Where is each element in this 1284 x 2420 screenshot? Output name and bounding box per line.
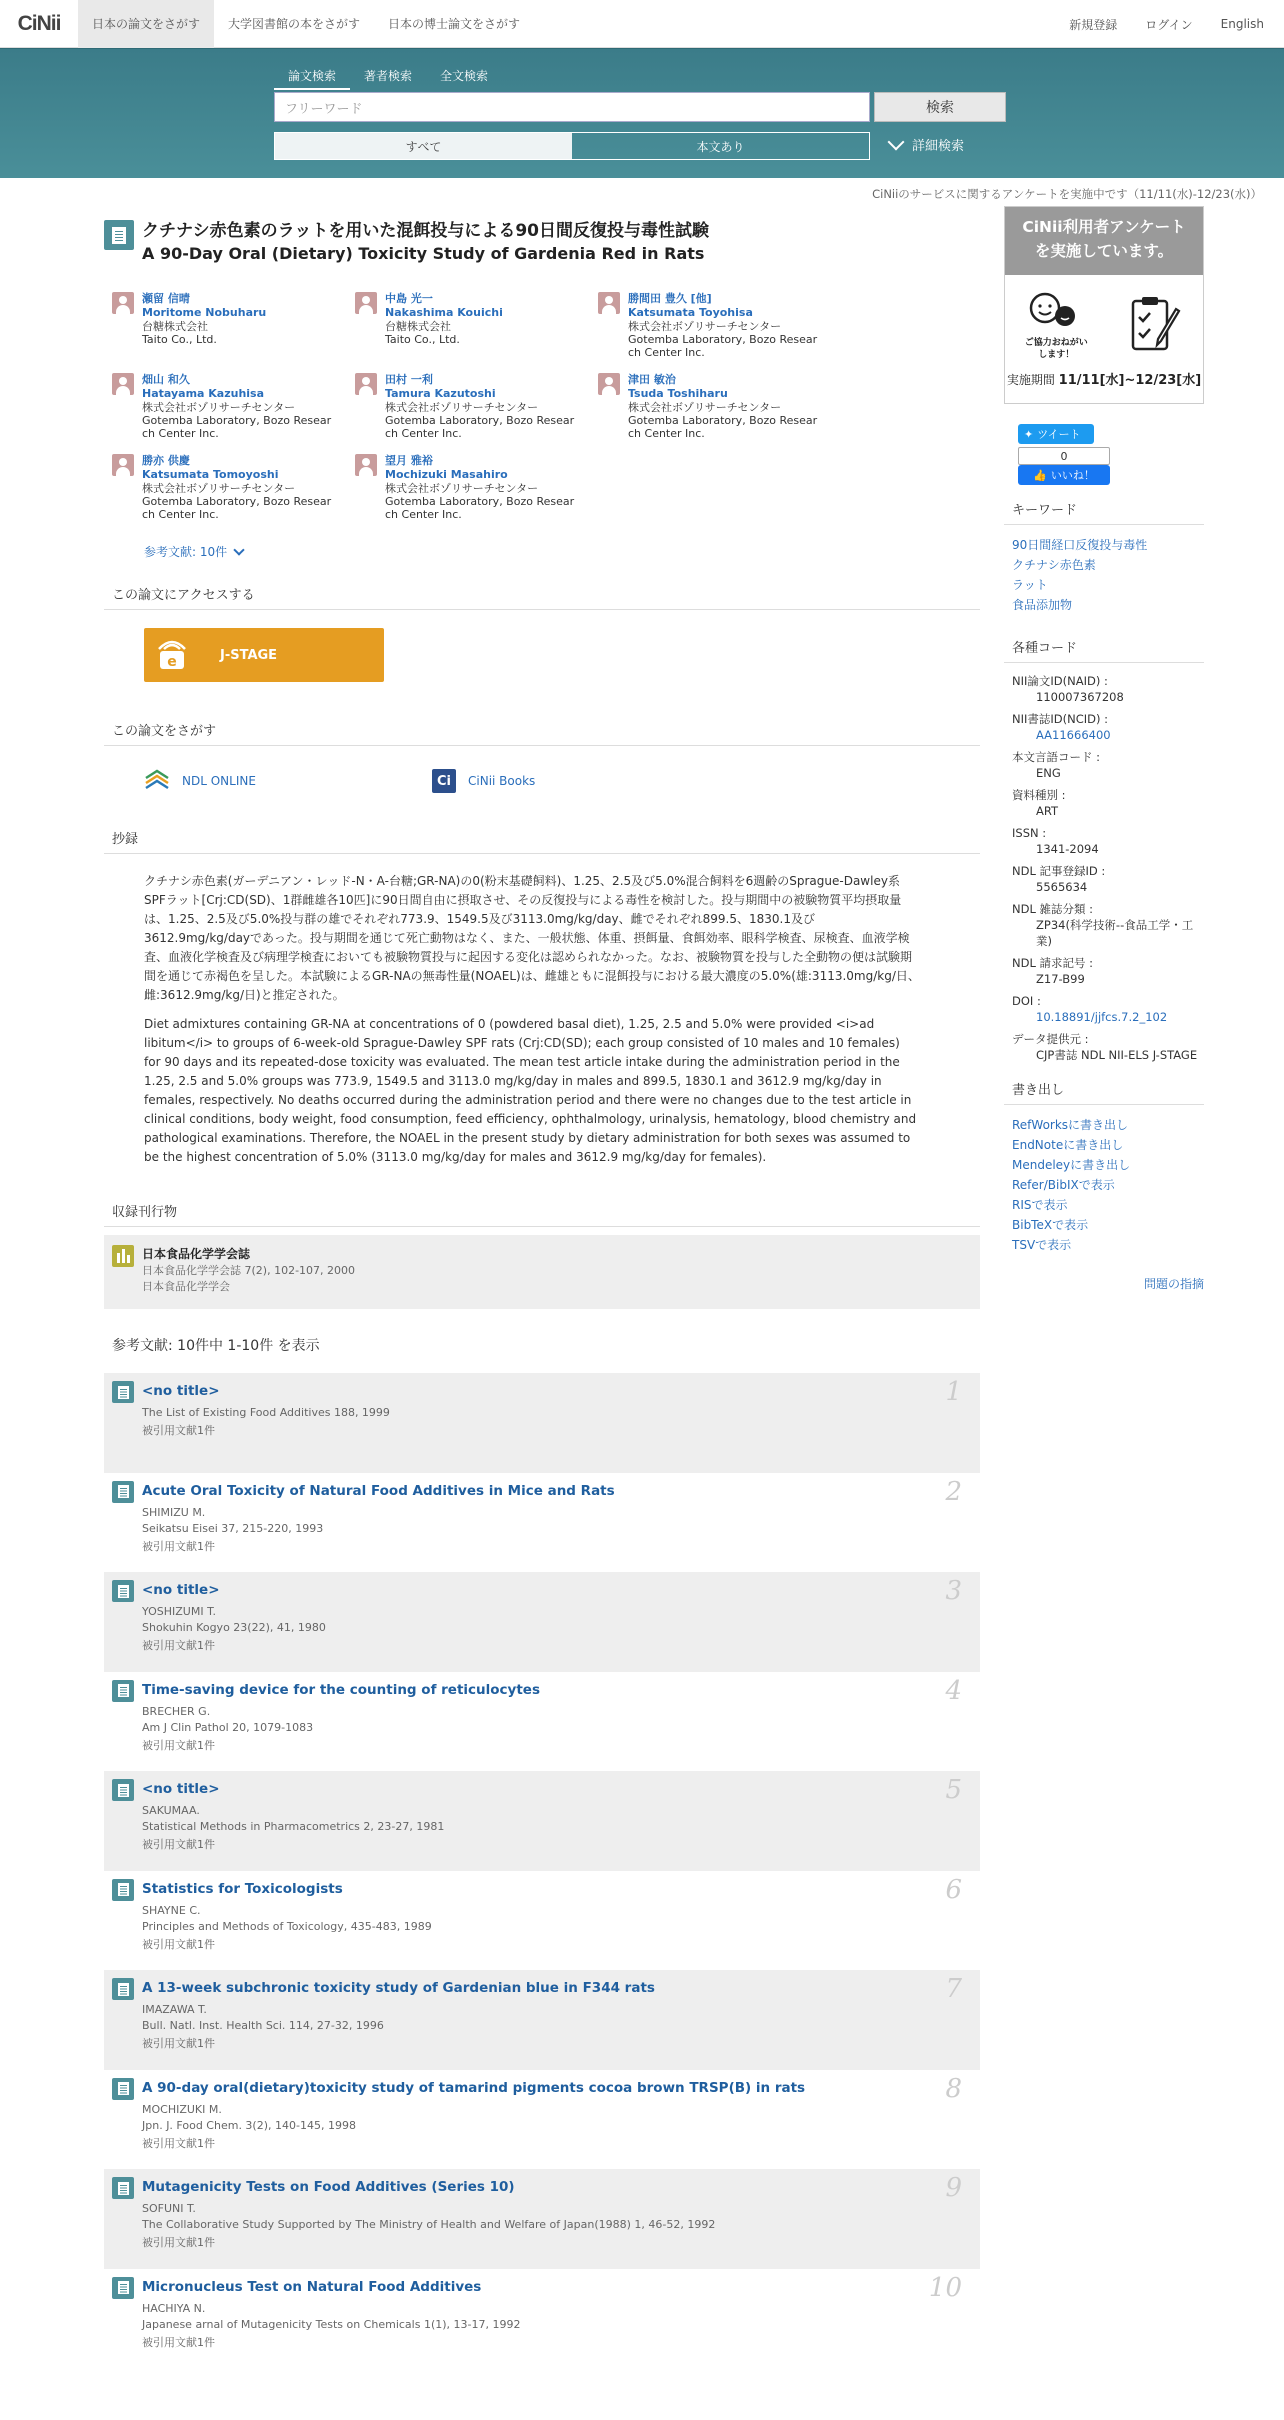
- cinii-logo[interactable]: CiNii: [17, 11, 61, 35]
- ndl-online-label: NDL ONLINE: [182, 774, 256, 788]
- code-item: [1012, 749, 1204, 781]
- author-info: [628, 373, 817, 440]
- reference-source: The List of Existing Food Additives 188, 1999: [142, 1406, 390, 1419]
- thumbs-up-icon: 👍: [1033, 468, 1047, 482]
- author-affiliation: ch Center Inc.: [142, 427, 219, 440]
- advanced-search-link[interactable]: [890, 135, 964, 154]
- author-item: [355, 454, 598, 521]
- code-value: ZP34(科学技術--食品工学・工業): [1036, 918, 1194, 948]
- like-button[interactable]: [1018, 465, 1110, 485]
- article-icon: [112, 1580, 134, 1602]
- author-affiliation: ch Center Inc.: [628, 427, 705, 440]
- author-affiliation: ch Center Inc.: [628, 346, 705, 359]
- reference-source: Principles and Methods of Toxicology, 435-483, 1989: [142, 1919, 432, 1933]
- main-content: [104, 206, 980, 2368]
- journal-box: [104, 1235, 980, 1309]
- reference-body: [142, 2277, 520, 2361]
- person-icon: [355, 292, 377, 314]
- keywords-heading: キーワード: [1004, 499, 1204, 525]
- reference-author: SAKUMAA.: [142, 1804, 200, 1817]
- reference-item: [104, 2169, 980, 2269]
- reference-item: [104, 2269, 980, 2369]
- author-name-en[interactable]: Katsumata Toyohisa: [628, 306, 753, 319]
- code-label: NII論文ID(NAID) :: [1012, 674, 1108, 688]
- keyword-list: [1004, 525, 1204, 615]
- author-affiliation: ch Center Inc.: [385, 427, 462, 440]
- author-affiliation: Gotemba Laboratory, Bozo Resear: [385, 414, 575, 427]
- reference-source: Statistical Methods in Pharmacometrics 2, 23-27, 1981: [142, 1820, 445, 1833]
- author-affiliation: Taito Co., Ltd.: [385, 333, 460, 346]
- author-name-en[interactable]: Tsuda Toshiharu: [628, 387, 728, 400]
- author-affiliation: Taito Co., Ltd.: [142, 333, 217, 346]
- code-value: CJP書誌 NDL NII-ELS J-STAGE: [1036, 1048, 1198, 1062]
- reference-body: [142, 1879, 432, 1963]
- abstract: [144, 872, 920, 1167]
- export-link[interactable]: Mendeleyに書き出し: [1012, 1158, 1131, 1172]
- export-link[interactable]: Refer/BibIXで表示: [1012, 1178, 1115, 1192]
- reference-item: [104, 1871, 980, 1971]
- author-item: [112, 454, 355, 521]
- reference-cited-count[interactable]: 被引用文献1件: [142, 2037, 215, 2050]
- reference-cited-count[interactable]: 被引用文献1件: [142, 2136, 215, 2150]
- banner-line2: を実施しています。: [1034, 242, 1174, 260]
- article-icon: [112, 2078, 134, 2100]
- reference-number: 10: [928, 2272, 962, 2303]
- report-problem-link[interactable]: 問題の指摘: [1143, 1277, 1204, 1291]
- article-icon: [112, 2277, 134, 2299]
- code-value[interactable]: 10.18891/jjfcs.7.2_102: [1036, 1010, 1168, 1024]
- reference-number: 5: [945, 1775, 962, 1805]
- reference-body: [142, 1978, 655, 2062]
- author-list: [112, 292, 980, 521]
- export-link[interactable]: RefWorksに書き出し: [1012, 1118, 1129, 1132]
- reference-cited-count[interactable]: 被引用文献1件: [142, 2335, 215, 2349]
- author-item: [355, 292, 598, 359]
- reference-source: The Collaborative Study Supported by The Ministry of Health and Welfare of Japan(1988) 1, 46-52, 1992: [142, 2218, 716, 2231]
- code-item: [1012, 673, 1204, 705]
- toggle-fulltext[interactable]: 本文あり: [696, 139, 745, 154]
- cinii-books-icon: Ci: [432, 769, 456, 793]
- code-label: NDL 雑誌分類 :: [1012, 902, 1094, 916]
- nav-tab-dissertations[interactable]: 日本の博士論文をさがす: [388, 17, 521, 31]
- author-info: [628, 292, 817, 359]
- reference-source: Am J Clin Pathol 20, 1079-1083: [142, 1720, 314, 1734]
- author-name-en[interactable]: Nakashima Kouichi: [385, 306, 503, 319]
- search-band: [0, 48, 1284, 178]
- reference-author: SOFUNI T.: [142, 2202, 196, 2215]
- code-label: 資料種別 :: [1012, 788, 1066, 802]
- code-item: [1012, 993, 1204, 1025]
- author-affiliation: 株式会社ボゾリサーチセンター: [628, 320, 782, 333]
- author-info: [142, 454, 331, 521]
- clipboard-pen-icon: [1127, 293, 1183, 357]
- reference-title[interactable]: <no title>: [142, 1781, 220, 1797]
- keyword-link[interactable]: 90日間経口反復投与毒性: [1012, 538, 1148, 552]
- code-list: [1004, 663, 1204, 1063]
- export-link[interactable]: EndNoteに書き出し: [1012, 1138, 1124, 1152]
- reference-item: [104, 1970, 980, 2070]
- reference-body: [142, 1779, 444, 1863]
- banner-caption1: ご協力おねがい: [1024, 337, 1088, 348]
- author-name-ja[interactable]: 中島 光一: [385, 292, 433, 305]
- code-label: NDL 記事登録ID :: [1012, 864, 1106, 878]
- author-name-en[interactable]: Mochizuki Masahiro: [385, 468, 508, 481]
- cinii-books-link[interactable]: [432, 769, 720, 793]
- reference-source: Bull. Natl. Inst. Health Sci. 114, 27-32, 1996: [142, 2019, 384, 2032]
- author-name-ja[interactable]: 勝亦 供慶: [142, 454, 190, 467]
- cinii-books-label: CiNii Books: [468, 774, 536, 788]
- reference-author: MOCHIZUKI M.: [142, 2102, 222, 2116]
- reference-author: SHIMIZU M.: [142, 1505, 206, 1519]
- keyword-link[interactable]: クチナシ赤色素: [1012, 558, 1096, 572]
- jstage-label: J-STAGE: [220, 647, 278, 663]
- author-name-ja[interactable]: 瀬留 信晴: [142, 292, 190, 305]
- export-link[interactable]: RISで表示: [1012, 1198, 1068, 1212]
- author-affiliation: Gotemba Laboratory, Bozo Resear: [628, 333, 818, 346]
- code-label: NDL 請求記号 :: [1012, 956, 1094, 970]
- like-label: いいね！: [1050, 469, 1095, 482]
- author-info: [142, 292, 266, 359]
- reference-title[interactable]: Statistics for Toxicologists: [142, 1880, 343, 1897]
- fulltext-toggle: [274, 132, 870, 160]
- author-affiliation: 台糖株式会社: [385, 320, 451, 333]
- author-item: [112, 373, 355, 440]
- reference-number: 4: [945, 1675, 962, 1706]
- chat-bubbles-icon: [1025, 290, 1081, 334]
- reference-cited-count[interactable]: 被引用文献1件: [142, 1838, 215, 1851]
- reference-cited-count[interactable]: 被引用文献1件: [142, 1738, 215, 1752]
- article-icon: [112, 2177, 134, 2199]
- arrow-down-icon: [233, 544, 244, 555]
- jstage-button[interactable]: [144, 628, 384, 682]
- reference-body: [142, 1680, 540, 1764]
- reference-item: [104, 1672, 980, 1772]
- access-heading: この論文にアクセスする: [104, 584, 980, 610]
- author-affiliation: ch Center Inc.: [385, 508, 462, 521]
- reference-item: [104, 1572, 980, 1672]
- reference-author: IMAZAWA T.: [142, 2003, 207, 2016]
- reference-number: 9: [945, 2173, 962, 2203]
- reference-author: YOSHIZUMI T.: [142, 1605, 217, 1618]
- abstract-ja: クチナシ赤色素(ガーデニアン・レッド-N・A-台糖;GR-NA)の0(粉末基礎飼料)、1.25、2.5及び5.0%混合飼料を6週齢のSprague-Dawley系SPFラット[Crj:CD(SD)、1群雌雄各10匹]に90日間自由に摂取させ、その反復投与による毒性を検討した。投与期間中の被験物質平均摂取量は、1.25、2.5及び5.0%投与群の雄でそれぞれ773.9、1549.5及び3113.0mg/kg/day、雌でそれぞれ899.5、1830.1及び3612.9mg/kg/dayであった。投与期間を通じて死亡動物はなく、また、一般状態、体重、摂餌量、食餌効率、眼科学検査、尿検査、血液学検査、血液化学検査及び病理学検査においても被験物質投与に起因する変化は認められなかった。なお、被験物質を投与した全動物の便は試験期間を通じて赤褐色を呈した。本試験によるGR-NAの無毒性量(NOAEL)は、雌雄ともに混餌投与における最大濃度の5.0%(雄:3113.0mg/kg/日、雌:3612.9mg/kg/日)と推定された。: [144, 874, 920, 1002]
- reference-title[interactable]: Time-saving device for the counting of reticulocytes: [142, 1681, 540, 1698]
- article-title-en: A 90-Day Oral (Dietary) Toxicity Study of Gardenia Red in Rats: [142, 244, 705, 263]
- reference-cited-count[interactable]: 被引用文献1件: [142, 1539, 215, 1553]
- article-icon: [112, 1879, 134, 1901]
- code-item: [1012, 787, 1204, 819]
- author-affiliation: 台糖株式会社: [142, 320, 208, 333]
- like-count: 0: [1018, 447, 1110, 465]
- nav-tab-books[interactable]: 大学図書館の本をさがす: [228, 17, 361, 31]
- social-buttons: [1018, 424, 1204, 485]
- reference-number: 7: [945, 1974, 962, 2004]
- banner-line1: CiNii利用者アンケート: [1022, 218, 1186, 236]
- code-value: 110007367208: [1036, 690, 1124, 704]
- reference-title[interactable]: A 90-day oral(dietary)toxicity study of tamarind pigments cocoa brown TRSP(B) in rats: [142, 2079, 806, 2096]
- svg-text:e: e: [167, 654, 177, 670]
- top-nav: [0, 0, 1284, 48]
- ndl-online-link[interactable]: [144, 768, 432, 794]
- author-name-en[interactable]: Hatayama Kazuhisa: [142, 387, 265, 400]
- article-icon: [112, 1680, 134, 1702]
- references-jump-label: 参考文献: 10件: [144, 545, 228, 559]
- code-value: ENG: [1036, 766, 1061, 780]
- reference-item: [104, 1473, 980, 1573]
- reference-body: [142, 1580, 326, 1664]
- search-input[interactable]: フリーワード: [274, 92, 870, 122]
- export-list: [1004, 1105, 1204, 1255]
- author-name-ja[interactable]: 畑山 和久: [142, 373, 190, 386]
- banner-period: 11/11[水]~12/23[水]: [1058, 373, 1202, 388]
- author-affiliation: Gotemba Laboratory, Bozo Resear: [142, 414, 332, 427]
- reference-number: 6: [945, 1874, 962, 1905]
- export-heading: 書き出し: [1004, 1079, 1204, 1105]
- export-link[interactable]: BibTeXで表示: [1012, 1218, 1089, 1232]
- article-icon: [104, 220, 134, 250]
- references-heading: 参考文献: 10件中 1-10件 を表示: [112, 1338, 320, 1354]
- author-affiliation: 株式会社ボゾリサーチセンター: [142, 401, 296, 414]
- author-info: [385, 454, 574, 521]
- author-name-en[interactable]: Moritome Nobuharu: [142, 306, 267, 319]
- reference-title[interactable]: Mutagenicity Tests on Food Additives (Series 10): [142, 2179, 515, 2195]
- article-icon: [112, 1481, 134, 1503]
- author-info: [385, 373, 574, 440]
- toggle-all[interactable]: すべて: [275, 133, 572, 159]
- reference-author: SHAYNE C.: [142, 1903, 201, 1917]
- search-tab-authors[interactable]: 著者検索: [364, 69, 413, 83]
- search-tab-articles[interactable]: 論文検索: [274, 63, 350, 90]
- code-value: 5565634: [1036, 880, 1088, 894]
- reference-source: Shokuhin Kogyo 23(22), 41, 1980: [142, 1621, 326, 1634]
- author-affiliation: 株式会社ボゾリサーチセンター: [142, 482, 296, 495]
- code-item: [1012, 825, 1204, 857]
- twitter-icon: ✦: [1024, 427, 1034, 441]
- person-icon: [112, 454, 134, 476]
- code-label: DOI :: [1012, 994, 1041, 1008]
- code-value: 1341-2094: [1036, 842, 1099, 856]
- author-name-ja[interactable]: 勝間田 豊久 [他]: [628, 292, 712, 305]
- author-name-en[interactable]: Tamura Kazutoshi: [385, 387, 496, 400]
- journal-icon: [112, 1245, 134, 1267]
- journal-heading: 収録刊行物: [104, 1201, 980, 1227]
- author-affiliation: ch Center Inc.: [142, 508, 219, 521]
- tweet-button[interactable]: [1018, 424, 1094, 444]
- code-item: [1012, 711, 1204, 743]
- reference-cited-count[interactable]: 被引用文献1件: [142, 1639, 215, 1652]
- code-label: データ提供元 :: [1012, 1032, 1089, 1046]
- code-item: [1012, 901, 1204, 949]
- references-jump-link[interactable]: [144, 543, 980, 560]
- reference-item: [104, 1373, 980, 1473]
- chevron-down-icon: [888, 133, 905, 150]
- article-title-ja: クチナシ赤色素のラットを用いた混餌投与による90日間反復投与毒性試験: [142, 221, 709, 241]
- reference-number: 2: [945, 1476, 962, 1507]
- code-item: [1012, 955, 1204, 987]
- reference-title[interactable]: Micronucleus Test on Natural Food Additives: [142, 2278, 482, 2295]
- reference-list: [104, 1373, 980, 2368]
- reference-item: [104, 2070, 980, 2170]
- person-icon: [355, 373, 377, 395]
- person-icon: [112, 373, 134, 395]
- keyword-link[interactable]: 食品添加物: [1012, 598, 1073, 612]
- reference-item: [104, 1771, 980, 1871]
- code-item: [1012, 863, 1204, 895]
- login-link[interactable]: ログイン: [1145, 17, 1193, 32]
- reference-title[interactable]: <no title>: [142, 1582, 220, 1598]
- article-icon: [112, 1978, 134, 2000]
- person-icon: [598, 373, 620, 395]
- reference-source: Jpn. J. Food Chem. 3(2), 140-145, 1998: [142, 2118, 356, 2132]
- code-value: Z17-B99: [1036, 972, 1085, 986]
- keyword-link[interactable]: ラット: [1012, 578, 1048, 592]
- author-affiliation: Gotemba Laboratory, Bozo Resear: [385, 495, 575, 508]
- export-link[interactable]: TSVで表示: [1012, 1238, 1072, 1252]
- english-link[interactable]: English: [1220, 17, 1264, 31]
- tweet-label: ツイート: [1037, 428, 1081, 441]
- journal-volume: 日本食品化学学会誌 7(2), 102-107, 2000: [142, 1264, 356, 1277]
- article-icon: [112, 1381, 134, 1403]
- reference-author: BRECHER G.: [142, 1704, 211, 1718]
- code-value: ART: [1036, 804, 1059, 818]
- person-icon: [112, 292, 134, 314]
- reference-title[interactable]: A 13-week subchronic toxicity study of Gardenian blue in F344 rats: [142, 1980, 655, 1996]
- reference-body: [142, 2177, 715, 2261]
- author-item: [598, 373, 841, 440]
- author-item: [112, 292, 355, 359]
- code-label: ISSN :: [1012, 826, 1047, 840]
- abstract-en: Diet admixtures containing GR-NA at concentrations of 0 (powdered basal diet), 1.25, 2.5 and 5.0% were provided <i>ad libitum</i> to groups of 6-week-old Sprague-Dawley SPF rats (Crj:CD(SD); each group consisted of 10 males and 10 females) for 90 days and its repeated-dose toxicity was evaluated. The mean test article intake during the administration period in the 1.25, 2.5 and 5.0% groups was 773.9, 1549.5 and 3113.0 mg/kg/day in males and 899.5, 1830.1 and 3612.9 mg/kg/day in females, respectively. No deaths occurred during the administration period and there were no changes due to the test article in clinical conditions, body weight, food consumption, feed efficiency, ophthalmology, urinalysis, hematology, blood chemistry and pathological examinations. Therefore, the NOAEL in the present study by dietary administration for both sexes was assumed to be the highest concentration of 5.0% (3113.0 mg/kg/day for males and 3612.9 mg/kg/day for females).: [144, 1017, 917, 1164]
- reference-body: [142, 1381, 390, 1465]
- reference-number: 1: [945, 1377, 962, 1407]
- journal-publisher: 日本食品化学学会: [142, 1280, 230, 1293]
- author-affiliation: 株式会社ボゾリサーチセンター: [385, 482, 539, 495]
- author-name-ja[interactable]: 津田 敏治: [628, 373, 676, 386]
- codes-heading: 各種コード: [1004, 637, 1204, 663]
- author-affiliation: Gotemba Laboratory, Bozo Resear: [628, 414, 818, 427]
- author-name-ja[interactable]: 田村 一利: [385, 373, 433, 386]
- survey-notice[interactable]: CiNiiのサービスに関するアンケートを実施中です（11/11(水)-12/23(水)）: [872, 187, 1262, 201]
- person-icon: [598, 292, 620, 314]
- jstage-logo-icon: [154, 637, 190, 673]
- code-item: [1012, 1031, 1204, 1063]
- reference-author: HACHIYA N.: [142, 2301, 206, 2315]
- reference-body: [142, 1481, 615, 1565]
- banner-caption2: します！: [1038, 349, 1075, 360]
- code-value[interactable]: AA11666400: [1036, 728, 1111, 742]
- author-affiliation: 株式会社ボゾリサーチセンター: [385, 401, 539, 414]
- reference-title[interactable]: Acute Oral Toxicity of Natural Food Additives in Mice and Rats: [142, 1482, 615, 1499]
- author-affiliation: 株式会社ボゾリサーチセンター: [628, 401, 782, 414]
- author-item: [355, 373, 598, 440]
- search-button[interactable]: 検索: [874, 92, 1006, 122]
- code-label: 本文言語コード :: [1012, 750, 1101, 764]
- reference-cited-count[interactable]: 被引用文献1件: [142, 1424, 215, 1437]
- author-affiliation: Gotemba Laboratory, Bozo Resear: [142, 495, 332, 508]
- nav-tab-articles[interactable]: 日本の論文をさがす: [78, 0, 214, 48]
- reference-source: Seikatsu Eisei 37, 215-220, 1993: [142, 1521, 324, 1535]
- reference-cited-count[interactable]: 被引用文献1件: [142, 1937, 215, 1951]
- person-icon: [355, 454, 377, 476]
- ndl-logo-icon: [144, 768, 170, 794]
- journal-title[interactable]: 日本食品化学学会誌: [142, 1247, 251, 1261]
- author-item: [598, 292, 841, 359]
- reference-cited-count[interactable]: 被引用文献1件: [142, 2236, 215, 2249]
- sidebar: [1004, 206, 1204, 1292]
- abstract-heading: 抄録: [104, 828, 980, 854]
- register-link[interactable]: 新規登録: [1069, 17, 1118, 32]
- advanced-search-label: 詳細検索: [912, 139, 965, 154]
- author-info: [385, 292, 503, 359]
- reference-source: Japanese arnal of Mutagenicity Tests on Chemicals 1(1), 13-17, 1992: [142, 2317, 521, 2331]
- survey-banner[interactable]: [1004, 206, 1204, 404]
- reference-body: [142, 2078, 805, 2162]
- banner-period-label: 実施期間: [1006, 373, 1055, 387]
- author-name-ja[interactable]: 望月 雅裕: [385, 454, 433, 467]
- reference-number: 8: [945, 2073, 962, 2104]
- search-tab-fulltext[interactable]: 全文検索: [440, 69, 489, 83]
- reference-number: 3: [945, 1576, 962, 1606]
- reference-title[interactable]: <no title>: [142, 1383, 220, 1399]
- find-heading: この論文をさがす: [104, 720, 980, 746]
- article-icon: [112, 1779, 134, 1801]
- author-info: [142, 373, 331, 440]
- author-name-en[interactable]: Katsumata Tomoyoshi: [142, 468, 279, 481]
- code-label: NII書誌ID(NCID) :: [1012, 712, 1109, 726]
